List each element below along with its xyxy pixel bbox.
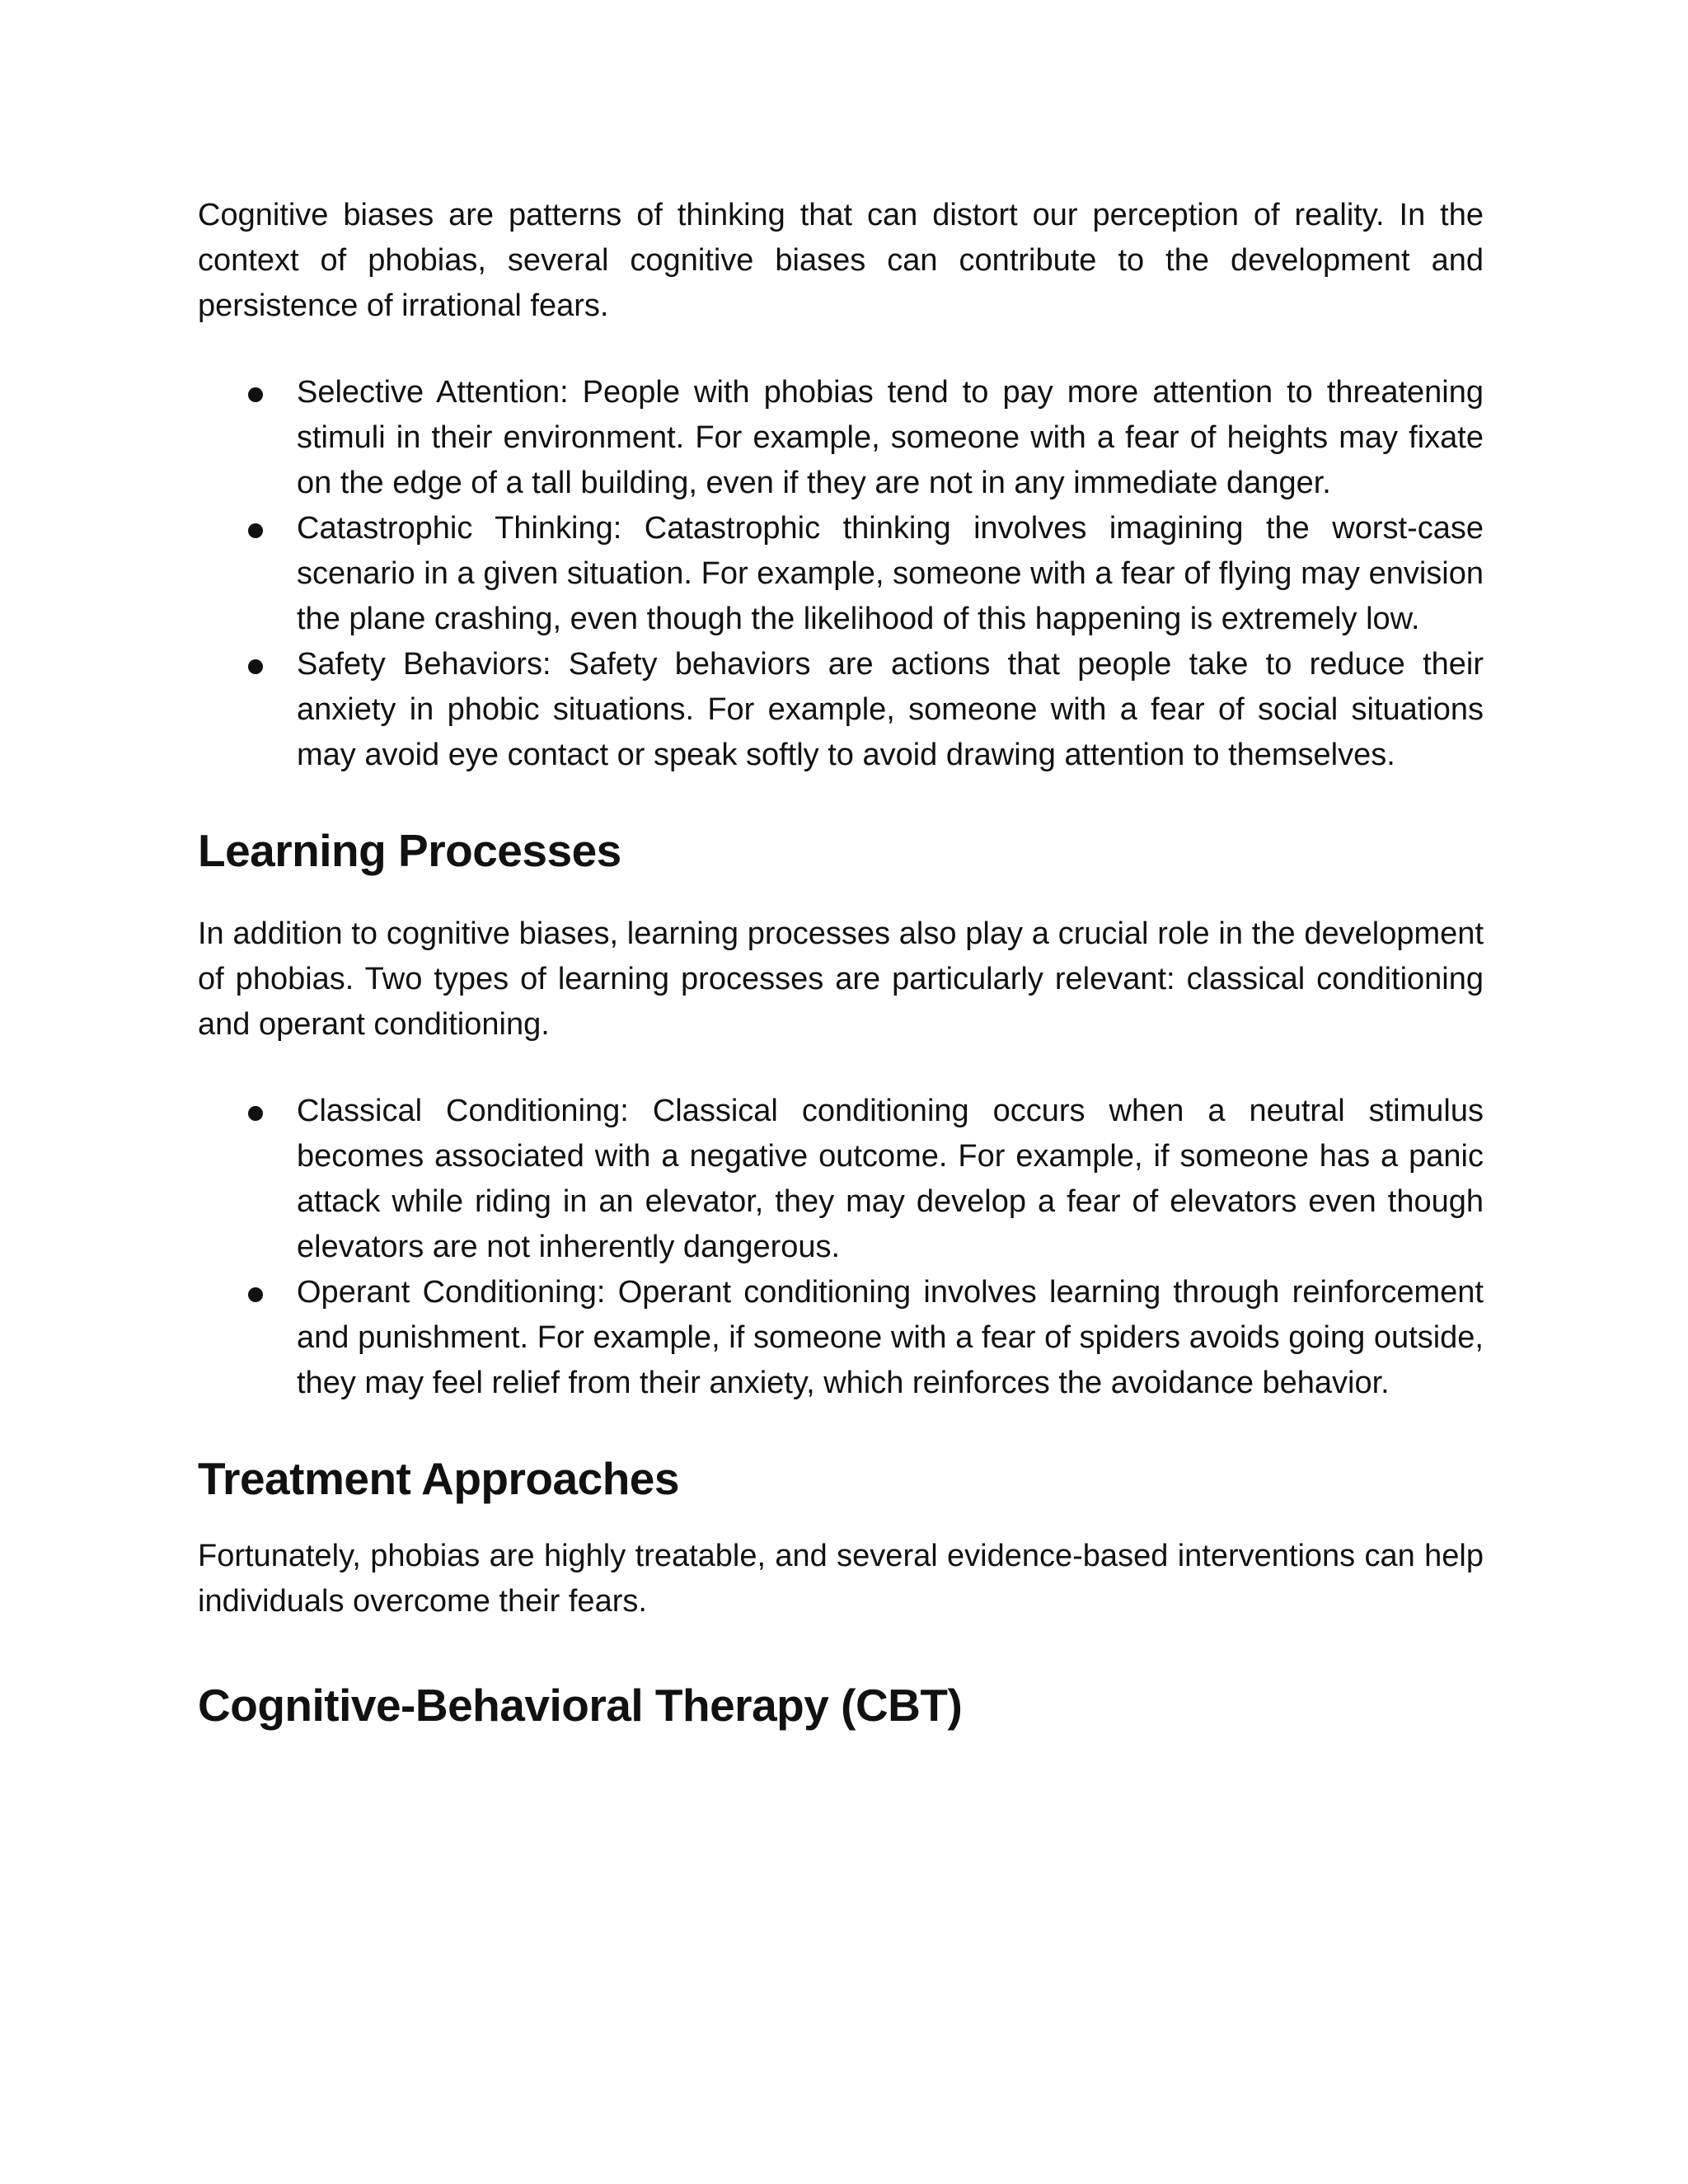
list-item-text: Classical Conditioning: Classical conditioning occurs when a neutral stimulus becomes associated with a negative outcome. For example, if someone has a panic attack while riding in an elevator, they may develop a fear of elevators even though elevators are not inherently dangerous. [297, 1094, 1484, 1264]
bullet-icon [248, 1106, 263, 1121]
learning-processes-heading: Learning Processes [198, 825, 621, 876]
cognitive-biases-list [198, 370, 1484, 778]
learning-processes-paragraph: In addition to cognitive biases, learning processes also play a crucial role in the development of phobias. Two types of learning processes are particularly relevant: classical conditioning and operant conditioning. [198, 916, 1484, 1042]
treatment-approaches-paragraph: Fortunately, phobias are highly treatable, and several evidence-based interventions can help individuals overcome their fears. [198, 1539, 1484, 1619]
list-item [198, 642, 1484, 778]
bullet-icon [248, 659, 263, 674]
list-item [198, 370, 1484, 506]
bullet-icon [248, 387, 263, 402]
bullet-icon [248, 1287, 263, 1302]
document-page [198, 193, 1484, 1732]
list-item-text: Catastrophic Thinking: Catastrophic thinking involves imagining the worst-case scenario in a given situation. For example, someone with a fear of flying may envision the plane crashing, even though the likelihood of this happening is extremely low. [297, 511, 1484, 636]
list-item-text: Selective Attention: People with phobias tend to pay more attention to threatening stimuli in their environment. For example, someone with a fear of heights may fixate on the edge of a tall building, even if they are not in any immediate danger. [297, 375, 1484, 500]
bullet-icon [248, 523, 263, 538]
list-item-text: Operant Conditioning: Operant conditioning involves learning through reinforcement and punishment. For example, if someone with a fear of spiders avoids going outside, they may feel relief from their anxiety, which reinforces the avoidance behavior. [297, 1275, 1484, 1400]
intro-paragraph: Cognitive biases are patterns of thinking that can distort our perception of reality. In the context of phobias, several cognitive biases can contribute to the development and persistence of irrational fears. [198, 198, 1484, 323]
cbt-heading: Cognitive-Behavioral Therapy (CBT) [198, 1680, 963, 1731]
list-item-text: Safety Behaviors: Safety behaviors are actions that people take to reduce their anxiety in phobic situations. For example, someone with a fear of social situations may avoid eye contact or speak softly to avoid drawing attention to themselves. [297, 647, 1484, 772]
list-item [198, 506, 1484, 642]
list-item [198, 1270, 1484, 1406]
list-item [198, 1089, 1484, 1270]
treatment-approaches-heading: Treatment Approaches [198, 1453, 679, 1504]
learning-processes-list [198, 1089, 1484, 1406]
